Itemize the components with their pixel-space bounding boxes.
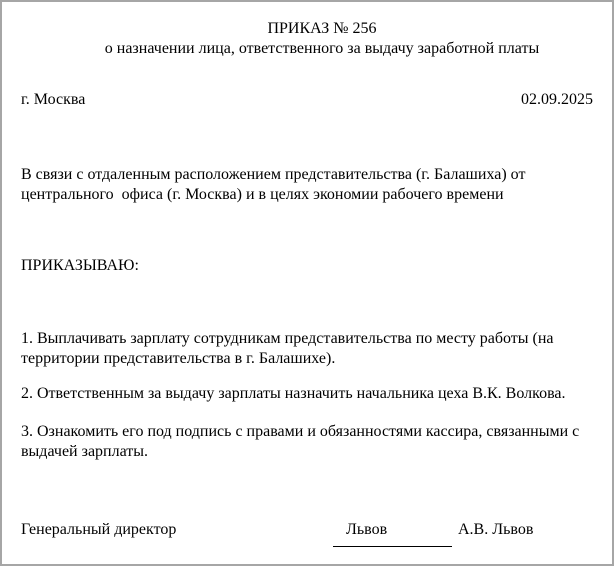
signatory-position: Генеральный директор bbox=[21, 521, 177, 538]
place-date-row bbox=[21, 90, 593, 110]
document-header bbox=[36, 19, 608, 59]
order-item-3 bbox=[21, 422, 593, 462]
order-item-line: выдачей зарплаты. bbox=[21, 443, 149, 460]
order-item-line: 1. Выплачивать зарплату сотрудникам представительства по месту работы (на bbox=[21, 330, 554, 347]
signatory-name: А.В. Львов bbox=[458, 521, 534, 538]
preamble-line: В связи с отдаленным расположением представительства (г. Балашиха) от bbox=[21, 166, 526, 183]
preamble-paragraph bbox=[21, 165, 593, 205]
preamble-line: центрального офиса (г. Москва) и в целях экономии рабочего времени bbox=[21, 186, 504, 203]
order-item-1 bbox=[21, 329, 593, 369]
signature-row bbox=[21, 520, 593, 548]
signature-handwritten: Львов bbox=[346, 521, 388, 538]
place-city: г. Москва bbox=[21, 91, 86, 108]
document-subtitle: о назначении лица, ответственного за выдачу заработной платы bbox=[104, 40, 540, 57]
order-item-2 bbox=[21, 384, 593, 404]
document-date: 02.09.2025 bbox=[521, 91, 593, 108]
document-title: ПРИКАЗ № 256 bbox=[267, 20, 377, 37]
order-item-line: территории представительства в г. Балашихе). bbox=[21, 350, 336, 367]
order-keyword: ПРИКАЗЫВАЮ: bbox=[21, 257, 139, 274]
order-item-line: 3. Ознакомить его под подпись с правами и обязанностями кассира, связанными с bbox=[21, 423, 580, 440]
signature-field bbox=[333, 520, 452, 547]
order-item-line: 2. Ответственным за выдачу зарплаты назначить начальника цеха В.К. Волкова. bbox=[21, 385, 566, 402]
